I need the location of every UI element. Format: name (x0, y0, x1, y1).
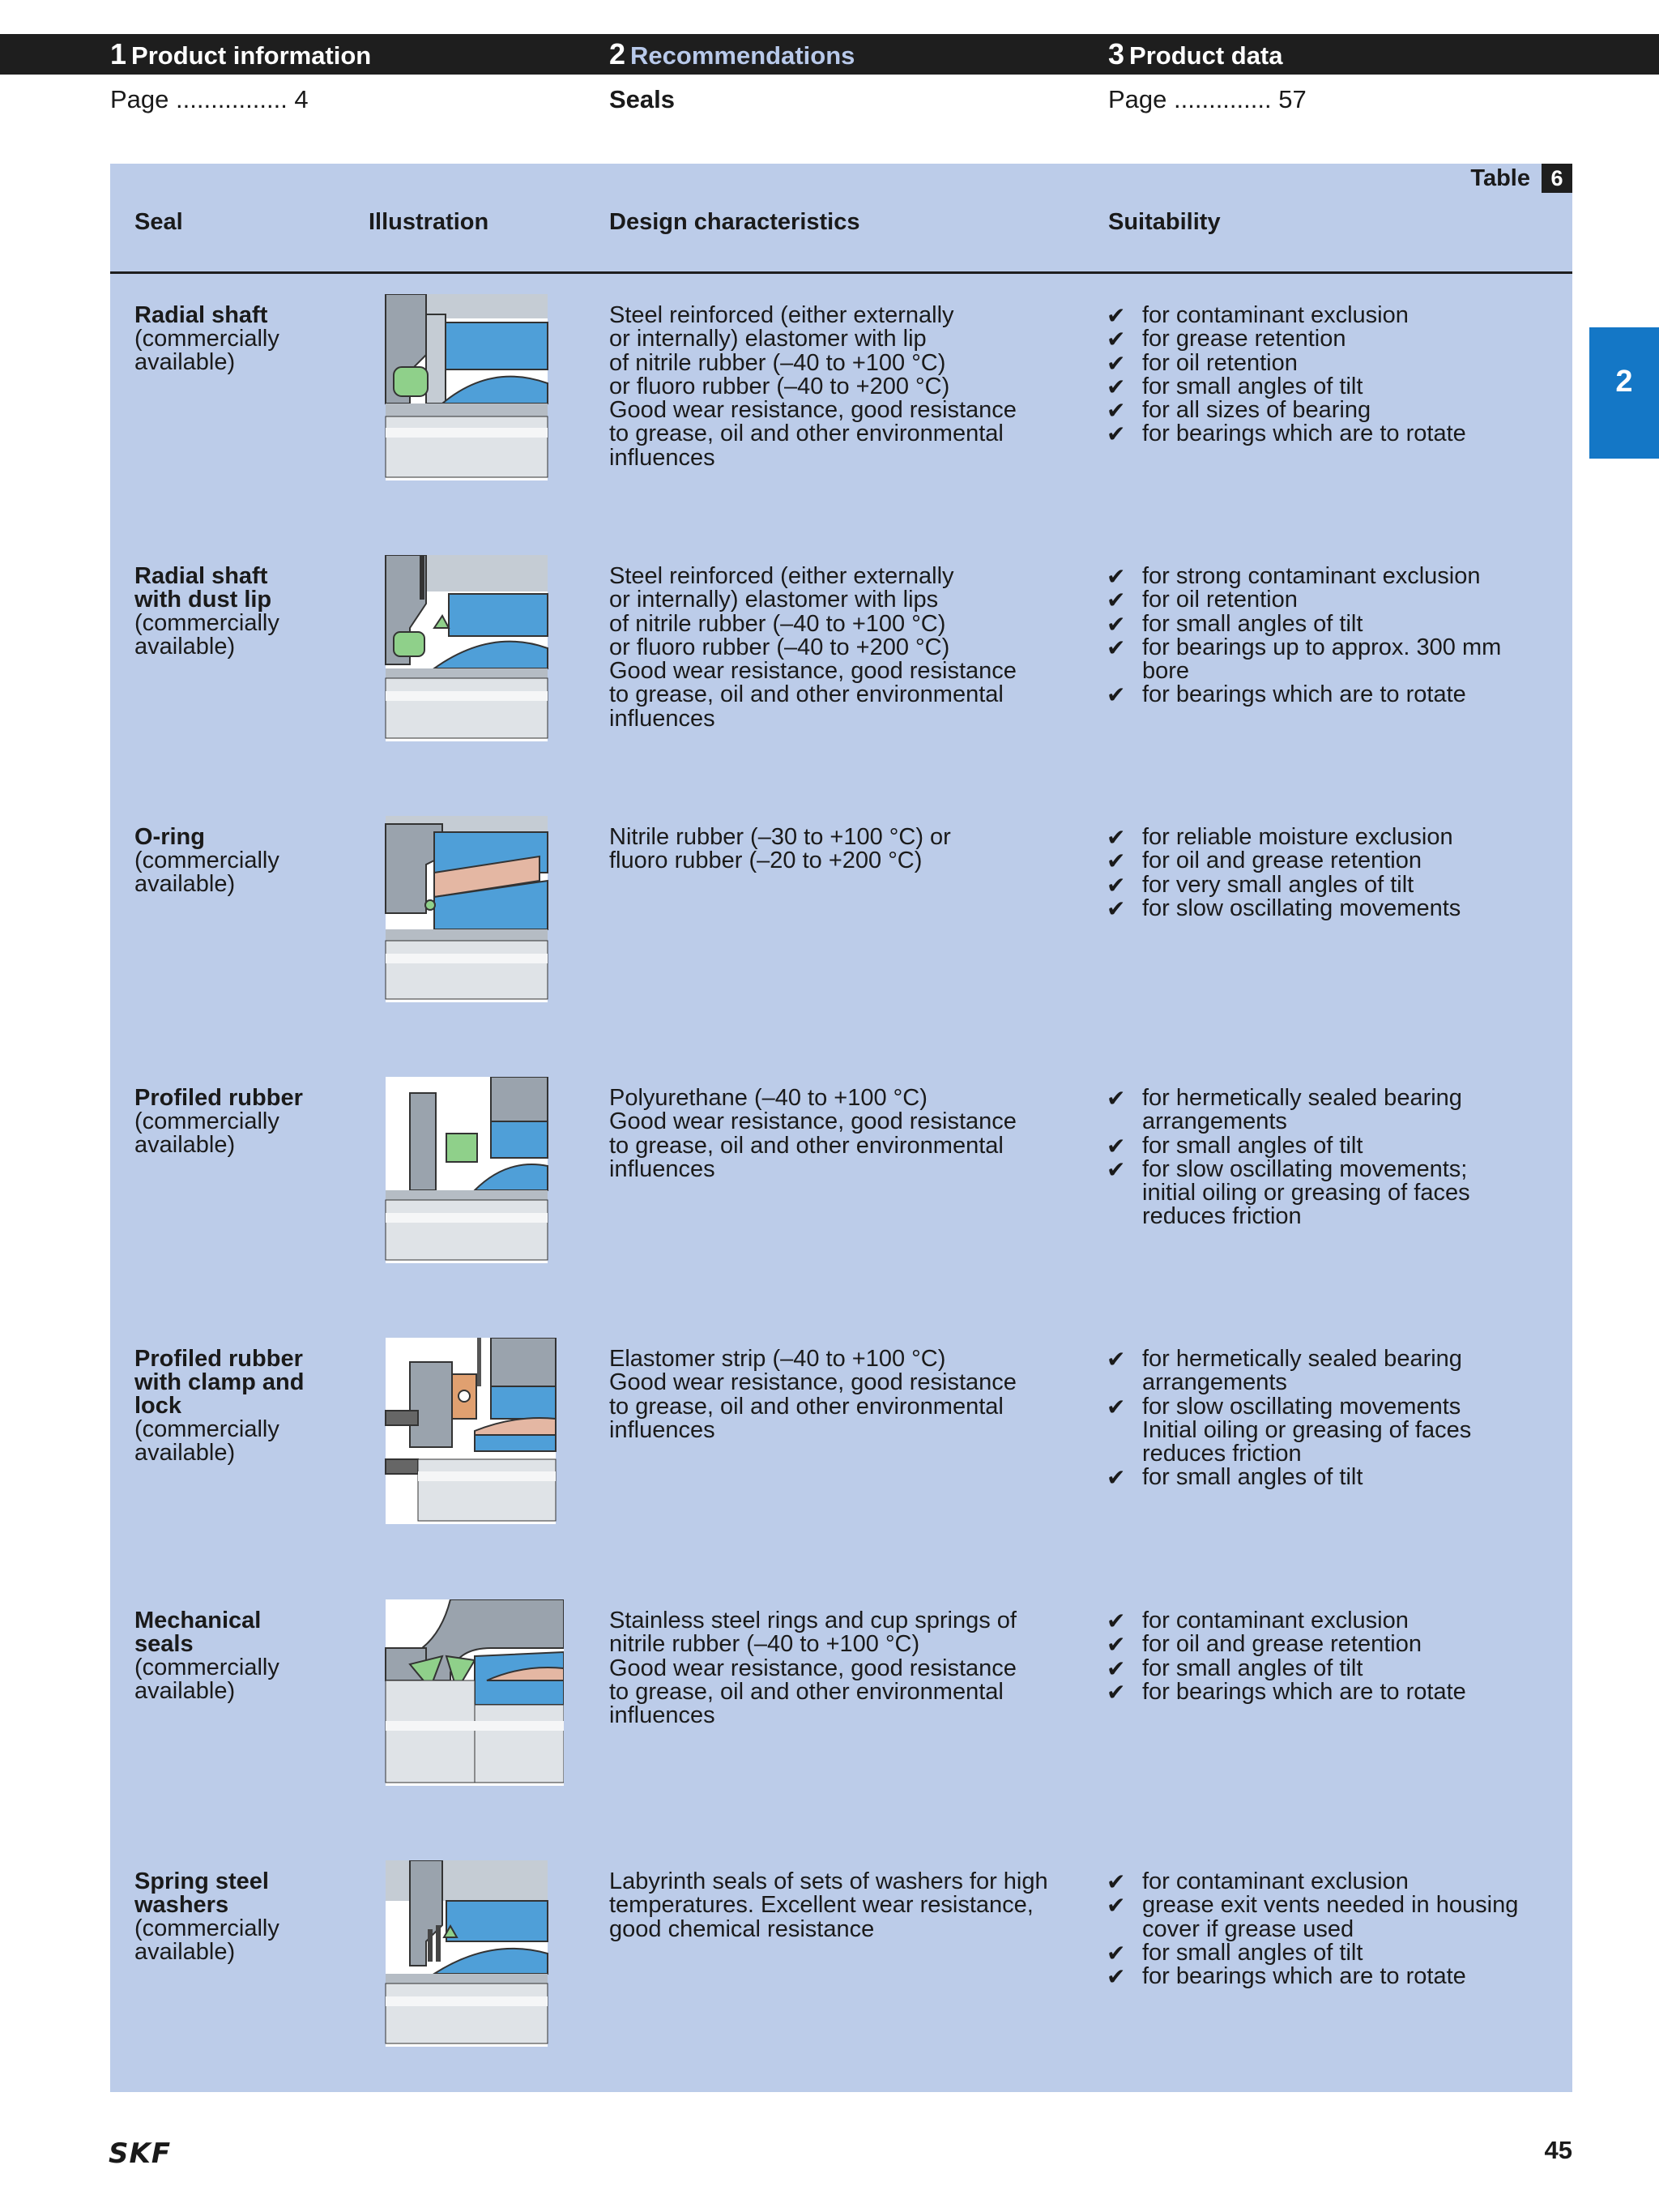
design-text: Steel reinforced (either externally or internally) elastomer with lips of nitrile rubber (–40 to +100 °C) or fluoro rubber (–40 to +200 °C) Good wear resistance, good resistance to grease, oil and other environmental influences (609, 563, 1017, 732)
suitability-item: ✔ for very small angles of tilt (1107, 873, 1560, 897)
spring-steel-washers-illustration (353, 1860, 564, 2047)
table-tag (1470, 164, 1572, 193)
suitability-item: ✔ for slow oscillating movements Initial oiling or greasing of faces reduces friction (1107, 1395, 1560, 1467)
design-text: Elastomer strip (–40 to +100 °C) Good wear resistance, good resistance to grease, oil and other environmental influences (609, 1346, 1017, 1443)
profiled-rubber-seal-illustration (353, 1077, 564, 1263)
suitability-item: ✔ for contaminant exclusion (1107, 1870, 1560, 1894)
design-text: Labyrinth seals of sets of washers for high temperatures. Excellent wear resistance, good chemical resistance (609, 1868, 1048, 1942)
tab-label: Product data (1129, 41, 1283, 70)
suitability-item: ✔ for oil and grease retention (1107, 1633, 1560, 1656)
tab-number: 2 (609, 37, 626, 70)
suitability-item: ✔ for oil and grease retention (1107, 849, 1560, 873)
skf-logo: SKF (109, 2137, 172, 2170)
design-text: Polyurethane (–40 to +100 °C) Good wear resistance, good resistance to grease, oil and other environmental influences (609, 1085, 1017, 1182)
suitability-item: ✔ for small angles of tilt (1107, 613, 1560, 636)
suitability-item: ✔ for reliable moisture exclusion (1107, 826, 1560, 849)
table-row (110, 826, 1572, 1069)
suitability-item: ✔ for small angles of tilt (1107, 375, 1560, 399)
table-row (110, 1870, 1572, 2113)
suitability-item: ✔ for small angles of tilt (1107, 1134, 1560, 1158)
table-row (110, 304, 1572, 547)
page-ref-product-information[interactable]: Page ................ 4 (110, 85, 309, 113)
tab-product-information[interactable] (110, 34, 371, 75)
chapter-side-tab[interactable]: 2 (1589, 327, 1659, 459)
col-header-suitability: Suitability (1108, 209, 1221, 235)
col-header-design: Design characteristics (609, 209, 860, 235)
suitability-item: ✔ for oil retention (1107, 588, 1560, 612)
col-header-seal: Seal (134, 209, 183, 235)
tab-label: Recommendations (630, 41, 855, 70)
design-text: Stainless steel rings and cup springs of nitrile rubber (–40 to +100 °C) Good wear resistance, good resistance to grease, oil and other environmental influences (609, 1608, 1017, 1729)
tab-product-data[interactable] (1108, 34, 1283, 75)
table-row (110, 1347, 1572, 1591)
suitability-item: ✔ grease exit vents needed in housing cover if grease used (1107, 1894, 1560, 1941)
suitability-item: ✔ for all sizes of bearing (1107, 399, 1560, 422)
suitability-item: ✔ for slow oscillating movements (1107, 897, 1560, 920)
header-rule (110, 271, 1572, 274)
suitability-item: ✔ for hermetically sealed bearing arrangements (1107, 1347, 1560, 1395)
col-header-illustration: Illustration (369, 209, 489, 235)
suitability-item: ✔ for strong contaminant exclusion (1107, 565, 1560, 588)
suitability-item: ✔ for bearings up to approx. 300 mm bore (1107, 636, 1560, 684)
suitability-item: ✔ for bearings which are to rotate (1107, 422, 1560, 446)
suitability-item: ✔ for hermetically sealed bearing arrangements (1107, 1087, 1560, 1134)
suitability-list (1107, 1609, 1560, 1704)
suitability-list (1107, 304, 1560, 446)
seal-name: Spring steel washers (commercially available) (134, 1868, 279, 1965)
suitability-list (1107, 565, 1560, 707)
table-row (110, 1609, 1572, 1852)
tab-recommendations[interactable] (609, 34, 855, 75)
suitability-item: ✔ for small angles of tilt (1107, 1657, 1560, 1680)
suitability-item: ✔ for small angles of tilt (1107, 1941, 1560, 1965)
radial-shaft-seal-illustration (353, 294, 564, 480)
tab-number: 1 (110, 37, 127, 70)
suitability-item: ✔ for slow oscillating movements; initial oiling or greasing of faces reduces friction (1107, 1158, 1560, 1229)
seal-name: Profiled rubber with clamp and lock (commercially available) (134, 1346, 305, 1466)
suitability-item: ✔ for bearings which are to rotate (1107, 1680, 1560, 1704)
suitability-item: ✔ for contaminant exclusion (1107, 304, 1560, 327)
suitability-list (1107, 826, 1560, 920)
suitability-item: ✔ for bearings which are to rotate (1107, 683, 1560, 707)
suitability-item: ✔ for oil retention (1107, 352, 1560, 375)
clamp-lock-seal-illustration (353, 1338, 564, 1524)
design-text: Steel reinforced (either externally or internally) elastomer with lip of nitrile rubber (–40 to +100 °C) or fluoro rubber (–40 to +200 °C) Good wear resistance, good resistance to grease, oil and other environmental influences (609, 302, 1017, 471)
seal-name: Mechanical seals (commercially available) (134, 1608, 279, 1704)
suitability-list (1107, 1870, 1560, 1988)
suitability-item: ✔ for grease retention (1107, 327, 1560, 351)
suitability-item: ✔ for small angles of tilt (1107, 1466, 1560, 1489)
suitability-list (1107, 1347, 1560, 1490)
o-ring-seal-illustration (353, 816, 564, 1002)
suitability-item: ✔ for contaminant exclusion (1107, 1609, 1560, 1633)
seal-name: Radial shaft with dust lip (commercially available) (134, 563, 279, 660)
table-row (110, 565, 1572, 808)
suitability-list (1107, 1087, 1560, 1229)
tab-label: Product information (131, 41, 372, 70)
seal-name: O-ring (commercially available) (134, 824, 279, 897)
table-label: Table (1470, 164, 1530, 191)
dust-lip-seal-illustration (353, 555, 564, 741)
table-row (110, 1087, 1572, 1330)
suitability-item: ✔ for bearings which are to rotate (1107, 1965, 1560, 1988)
mechanical-seal-illustration (353, 1599, 564, 1786)
page-number: 45 (1544, 2136, 1572, 2164)
tab-number: 3 (1108, 37, 1125, 70)
table-number: 6 (1542, 164, 1572, 193)
section-title: Seals (609, 85, 676, 113)
design-text: Nitrile rubber (–30 to +100 °C) or fluoro rubber (–20 to +200 °C) (609, 824, 951, 874)
seal-name: Profiled rubber (commercially available) (134, 1085, 303, 1158)
seal-name: Radial shaft (commercially available) (134, 302, 279, 375)
page-ref-product-data[interactable]: Page .............. 57 (1108, 85, 1307, 113)
